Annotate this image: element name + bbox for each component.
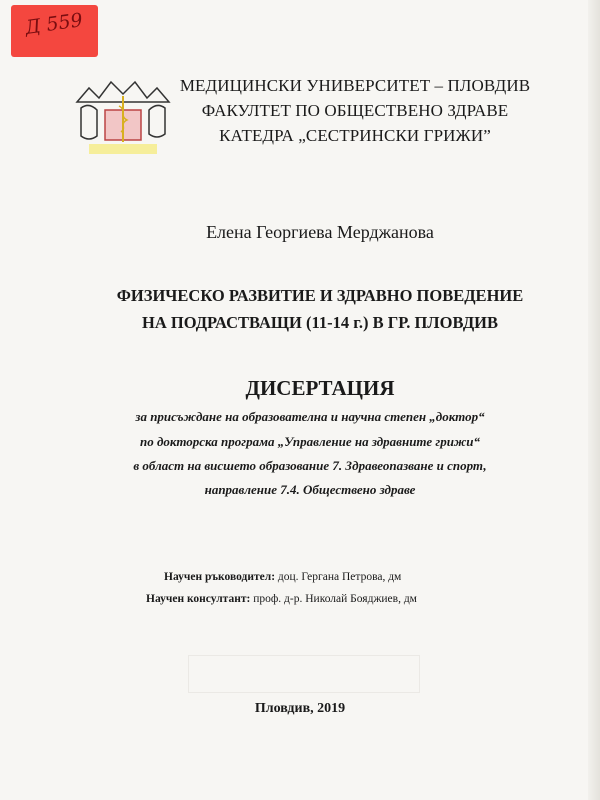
thesis-title-line-1: ФИЗИЧЕСКО РАЗВИТИЕ И ЗДРАВНО ПОВЕДЕНИЕ: [116, 286, 524, 305]
faculty-name: ФАКУЛТЕТ ПО ОБЩЕСТВЕНО ЗДРАВЕ: [201, 101, 509, 120]
consultant-value: проф. д-р. Николай Бояджиев, дм: [250, 593, 417, 605]
purpose-line: направление 7.4. Обществено здраве: [204, 482, 416, 497]
university-logo-icon: [75, 78, 171, 158]
supervisor-value: доц. Гергана Петрова, дм: [275, 571, 402, 583]
bleed-through-stamp: [188, 655, 420, 693]
department-name: КАТЕДРА „СЕСТРИНСКИ ГРИЖИ”: [219, 126, 491, 145]
university-name: МЕДИЦИНСКИ УНИВЕРСИТЕТ – ПЛОВДИВ: [179, 76, 531, 95]
document-type: ДИСЕРТАЦИЯ: [245, 376, 395, 400]
stamp-text: Д 559: [23, 9, 85, 39]
consultant: [146, 593, 417, 605]
purpose-line: за присъждане на образователна и научна степен „доктор“: [135, 409, 485, 424]
thesis-title-line-2: НА ПОДРАСТВАЩИ (11-14 г.) В ГР. ПЛОВДИВ: [141, 313, 499, 332]
purpose-line: в област на висшето образование 7. Здравеопазване и спорт,: [133, 458, 487, 473]
supervisor-label: Научен ръководител:: [164, 571, 276, 583]
library-stamp: [11, 5, 98, 57]
place-year: Пловдив, 2019: [254, 701, 346, 716]
consultant-label: Научен консултант:: [146, 593, 251, 605]
supervisor: [164, 571, 401, 583]
author-name: Елена Георгиева Мерджанова: [206, 222, 434, 242]
purpose-line: по докторска програма „Управление на здравните грижи“: [139, 434, 481, 449]
